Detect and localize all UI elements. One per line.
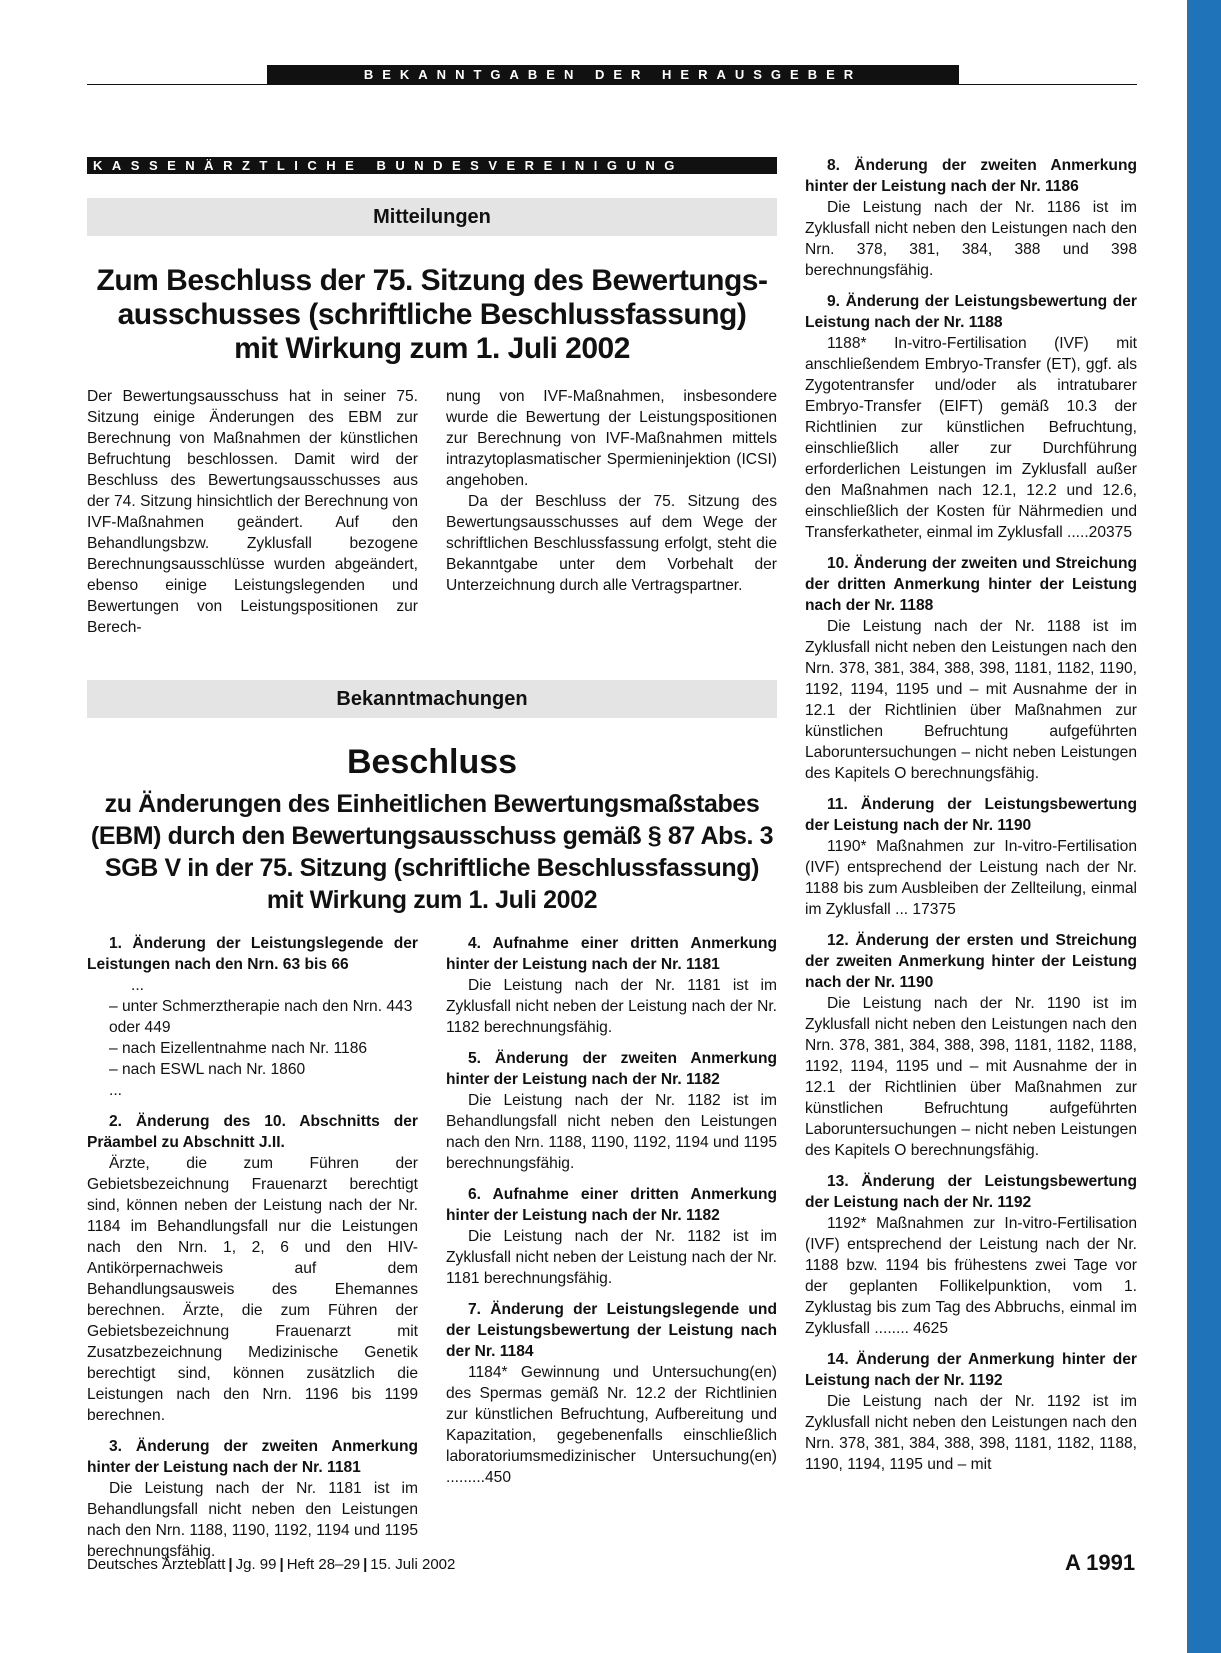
- item-body: Die Leistung nach der Nr. 1190 ist im Zyklusfall nicht neben den Leistungen nach den Nrn. 378, 381, 384, 388, 398, 1181, 1182, 1188, 1192, 1194, 1195 und – mit Ausnahme der in 12.1 der Richtlinien über Maßnahmen zur künstlichen Befruchtung aufgeführten Laboruntersuchungen – nicht neben Leistungen des Kapitels O berechnungsfähig.: [805, 995, 1137, 1159]
- item-body: Die Leistung nach der Nr. 1182 ist im Behandlungsfall nicht neben den Leistungen nach den Nrn. 1188, 1190, 1192, 1194 und 1195 berechnungsfähig.: [446, 1092, 777, 1172]
- top-banner: BEKANNTGABEN DER HERAUSGEBER: [267, 65, 959, 84]
- column-2: [446, 933, 777, 1488]
- resolution-title: Beschluss: [346, 743, 518, 781]
- title-line: ausschusses (schriftliche Beschlussfassung): [117, 298, 747, 331]
- intro-right-column: [446, 386, 777, 596]
- item-heading: 7. Änderung der Leistungslegende und der Leistungsbewertung der Leistung nach der Nr. 1184: [446, 1301, 777, 1360]
- item-body: Die Leistung nach der Nr. 1192 ist im Zyklusfall nicht neben den Leistungen nach den Nrn. 378, 381, 384, 388, 398, 1181, 1182, 1188, 1190, 1194, 1195 und – mit: [805, 1393, 1137, 1473]
- item-body: Die Leistung nach der Nr. 1186 ist im Zyklusfall nicht neben den Leistungen nach den Nrn. 378, 381, 384, 388 und 398 berechnungsfähig.: [805, 199, 1137, 279]
- issue: Heft 28–29: [286, 1556, 361, 1573]
- title-line: Zum Beschluss der 75. Sitzung des Bewertungs-: [96, 264, 768, 297]
- intro-paragraph: Der Bewertungsausschuss hat in seiner 75. Sitzung einige Änderungen des EBM zur Berechnung von Maßnahmen der künstlichen Befruchtung beschlossen. Damit wird der Beschluss des Bewertungsausschusses aus der 74. Sitzung hinsichtlich der Berechnung von IVF-Maßnahmen geändert. Auf den Behandlungsbzw. Zyklusfall bezogene Berechnungsausschlüsse wurden abgeändert, ebenso einige Leistungslegenden und Bewertungen von Leistungspositionen zur Berech-: [87, 388, 418, 636]
- item-body: Die Leistung nach der Nr. 1181 ist im Behandlungsfall nicht neben den Leistungen nach den Nrn. 1188, 1190, 1192, 1194 und 1195 berechnungsfähig.: [87, 1480, 418, 1560]
- item-heading: 6. Aufnahme einer dritten Anmerkung hinter der Leistung nach der Nr. 1182: [446, 1186, 777, 1224]
- item-heading: 14. Änderung der Anmerkung hinter der Leistung nach der Nr. 1192: [805, 1351, 1137, 1389]
- intro-paragraph: nung von IVF-Maßnahmen, insbesondere wurde die Bewertung der Leistungspositionen zur Berechnung von IVF-Maßnahmen mittels intrazytoplasmatischer Spermieninjektion (ICSI) angehoben.: [446, 388, 777, 489]
- subtitle-line: mit Wirkung zum 1. Juli 2002: [266, 886, 598, 914]
- kbv-banner: KASSENÄRZTLICHE BUNDESVEREINIGUNG: [87, 157, 777, 174]
- item-heading: 13. Änderung der Leistungsbewertung der Leistung nach der Nr. 1192: [805, 1173, 1137, 1211]
- dash-item: – nach Eizellentnahme nach Nr. 1186: [109, 1040, 368, 1057]
- dash-item: – nach ESWL nach Nr. 1860: [109, 1061, 306, 1078]
- item-body: Die Leistung nach der Nr. 1181 ist im Zyklusfall nicht neben der Leistung nach der Nr. 1182 berechnungsfähig.: [446, 977, 777, 1036]
- column-3: [805, 155, 1137, 1475]
- journal-name: Deutsches Ärzteblatt: [87, 1556, 226, 1573]
- resolution-subtitle: [87, 788, 777, 916]
- intro-paragraph: Da der Beschluss der 75. Sitzung des Bewertungsausschusses auf dem Wege der schriftlichen Beschlussfassung erfolgt, steht die Bekanntgabe unter dem Vorbehalt der Unterzeichnung durch alle Vertragspartner.: [446, 493, 777, 594]
- blue-side-strip: [1187, 0, 1221, 1653]
- section-bekanntmachungen: Bekanntmachungen: [87, 680, 777, 718]
- title-line: mit Wirkung zum 1. Juli 2002: [234, 332, 630, 365]
- item-heading: 9. Änderung der Leistungsbewertung der Leistung nach der Nr. 1188: [805, 293, 1137, 331]
- footer-citation: Deutsches Ärzteblatt | Jg. 99 | Heft 28–29 | 15. Juli 2002: [87, 1556, 456, 1573]
- dash-item: – unter Schmerztherapie nach den Nrn. 443 oder 449: [109, 998, 413, 1036]
- intro-left-column: [87, 386, 418, 638]
- item-heading: 12. Änderung der ersten und Streichung der zweiten Anmerkung hinter der Leistung nach der Nr. 1190: [805, 932, 1137, 991]
- item-body: 1184* Gewinnung und Untersuchung(en) des Spermas gemäß Nr. 12.2 der Richtlinien zur künstlichen Befruchtung, Aufbereitung und Kapazitation, gegebenenfalls einschließlich laboratoriumsmedizinischer Untersuchung(en) .........450: [446, 1364, 777, 1486]
- item-heading: 10. Änderung der zweiten und Streichung der dritten Anmerkung hinter der Leistung nach der Nr. 1188: [805, 555, 1137, 614]
- article-title: [87, 264, 777, 366]
- ellipsis: ...: [131, 977, 144, 994]
- item-heading: 4. Aufnahme einer dritten Anmerkung hinter der Leistung nach der Nr. 1181: [446, 935, 777, 973]
- item-body: 1192* Maßnahmen zur In-vitro-Fertilisation (IVF) entsprechend der Leistung nach der Nr. 1188 bzw. 1194 bis frühestens zwei Tage vor der geplanten Follikelpunktion, vom 1. Zyklustag bis zum Tag des Abbruchs, einmal im Zyklusfall ........ 4625: [805, 1215, 1137, 1337]
- item-heading: 5. Änderung der zweiten Anmerkung hinter der Leistung nach der Nr. 1182: [446, 1050, 777, 1088]
- column-1: [87, 933, 418, 1562]
- item-heading: 2. Änderung des 10. Abschnitts der Präambel zu Abschnitt J.II.: [87, 1113, 418, 1151]
- item-heading: 3. Änderung der zweiten Anmerkung hinter der Leistung nach der Nr. 1181: [87, 1438, 418, 1476]
- page-number: A 1991: [1065, 1550, 1136, 1575]
- subtitle-line: (EBM) durch den Bewertungsausschuss gemäß § 87 Abs. 3: [90, 822, 774, 850]
- subtitle-line: SGB V in der 75. Sitzung (schriftliche Beschlussfassung): [104, 854, 760, 882]
- top-rule: [87, 84, 1137, 85]
- item-heading: 8. Änderung der zweiten Anmerkung hinter der Leistung nach der Nr. 1186: [805, 157, 1137, 195]
- item-body: Die Leistung nach der Nr. 1182 ist im Zyklusfall nicht neben der Leistung nach der Nr. 1181 berechnungsfähig.: [446, 1228, 777, 1287]
- item-heading: 1. Änderung der Leistungslegende der Leistungen nach den Nrn. 63 bis 66: [87, 935, 418, 973]
- section-mitteilungen: Mitteilungen: [87, 198, 777, 236]
- item-heading: 11. Änderung der Leistungsbewertung der Leistung nach der Nr. 1190: [805, 796, 1137, 834]
- item-body: 1188* In-vitro-Fertilisation (IVF) mit anschließendem Embryo-Transfer (ET), ggf. als Zygotentransfer und/oder als intratubarer Embryo-Transfer (EIFT) gemäß 10.3 der Richtlinien zur künstlichen Befruchtung, einschließlich aller zur Durchführung erforderlichen Leistungen im Zyklusfall außer den Maßnahmen nach 12.1, 12.2 und 12.6, einschließlich der Kosten für Nährmedien und Transferkatheter, einmal im Zyklusfall .....20375: [805, 335, 1137, 541]
- ellipsis: ...: [109, 1082, 122, 1099]
- item-body: Die Leistung nach der Nr. 1188 ist im Zyklusfall nicht neben den Leistungen nach den Nrn. 378, 381, 384, 388, 398, 1181, 1182, 1190, 1192, 1194, 1195 und – mit Ausnahme der in 12.1 der Richtlinien über Maßnahmen zur künstlichen Befruchtung aufgeführten Laboruntersuchungen – nicht neben Leistungen des Kapitels O berechnungsfähig.: [805, 618, 1137, 782]
- item-body: Ärzte, die zum Führen der Gebietsbezeichnung Frauenarzt berechtigt sind, können neben der Leistung nach der Nr. 1184 im Behandlungsfall nur die Leistungen nach den Nrn. 1, 2, 6 und den HIV-Antikörpernachweis auf dem Behandlungsausweis des Ehemannes berechnen. Ärzte, die zum Führen der Gebietsbezeichnung Frauenarzt mit Zusatzbezeichnung Medizinische Genetik berechtigt sind, können zusätzlich die Leistungen nach den Nrn. 1196 bis 1199 berechnen.: [87, 1155, 418, 1424]
- subtitle-line: zu Änderungen des Einheitlichen Bewertungsmaßstabes: [104, 790, 760, 818]
- issue-date: 15. Juli 2002: [370, 1556, 456, 1573]
- item-body: 1190* Maßnahmen zur In-vitro-Fertilisation (IVF) entsprechend der Leistung nach der Nr. 1188 bis zum Ausbleiben der Zellteilung, einmal im Zyklusfall ... 17375: [805, 838, 1137, 918]
- volume: Jg. 99: [235, 1556, 277, 1573]
